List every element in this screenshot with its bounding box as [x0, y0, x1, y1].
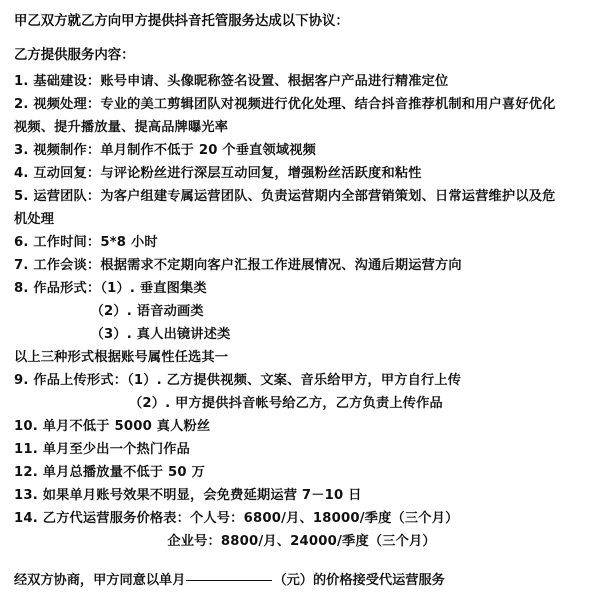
clause-line: 机处理: [14, 212, 55, 227]
clause-line: 7. 工作会谈：根据需求不定期向客户汇报工作进展情况、沟通后期运营方向: [14, 258, 462, 273]
clause-line: （2）. 甲方提供抖音帐号给乙方，乙方负责上传作品: [14, 396, 443, 411]
clause-line: 8. 作品形式：（1）. 垂直图集类: [14, 281, 207, 296]
price-blank-field[interactable]: [186, 579, 272, 581]
document-title: 甲乙双方就乙方向甲方提供抖音托管服务达成以下协议：: [14, 14, 349, 29]
clause-line: （2）. 语音动画类: [14, 304, 204, 319]
footer-spacer: [14, 553, 586, 569]
clause-line: 2. 视频处理：专业的美工剪辑团队对视频进行优化处理、结合抖音推荐机制和用户喜好优化: [14, 97, 556, 112]
agreement-footer: [14, 569, 586, 592]
clause-line: 企业号：8800/月、24000/季度（三个月）: [14, 534, 436, 549]
clause-line: 9. 作品上传形式：（1）. 乙方提供视频、文案、音乐给甲方，甲方自行上传: [14, 373, 462, 388]
clause-line: 14. 乙方代运营服务价格表：个人号：6800/月、18000/季度（三个月）: [14, 511, 459, 526]
clause-line: 以上三种形式根据账号属性任选其一: [14, 350, 229, 365]
clause-line: 视频、提升播放量、提高品牌曝光率: [14, 120, 229, 135]
clause-line: 6. 工作时间：5*8 小时: [14, 235, 158, 250]
footer-prefix: 经双方协商，甲方同意以单月: [14, 573, 186, 588]
section-heading: 乙方提供服务内容：: [14, 48, 135, 63]
clause-line: 3. 视频制作：单月制作不低于 20 个垂直领域视频: [14, 143, 317, 158]
clause-line: 13. 如果单月账号效果不明显，会免费延期运营 7－10 日: [14, 488, 362, 503]
clause-line: 12. 单月总播放量不低于 50 万: [14, 465, 205, 480]
clause-line: 11. 单月至少出一个热门作品: [14, 442, 191, 457]
footer-suffix: （元）的价格接受代运营服务: [273, 573, 445, 588]
clause-line: 4. 互动回复：与评论粉丝进行深层互动回复，增强粉丝活跃度和粘性: [14, 166, 422, 181]
clause-line: 1. 基础建设：账号申请、头像昵称签名设置、根据客户产品进行精准定位: [14, 74, 449, 89]
clause-line: （3）. 真人出镜讲述类: [14, 327, 231, 342]
clause-line: 5. 运营团队：为客户组建专属运营团队、负责运营期内全部营销策划、日常运营维护以及危: [14, 189, 556, 204]
clause-line: 10. 单月不低于 5000 真人粉丝: [14, 419, 211, 434]
